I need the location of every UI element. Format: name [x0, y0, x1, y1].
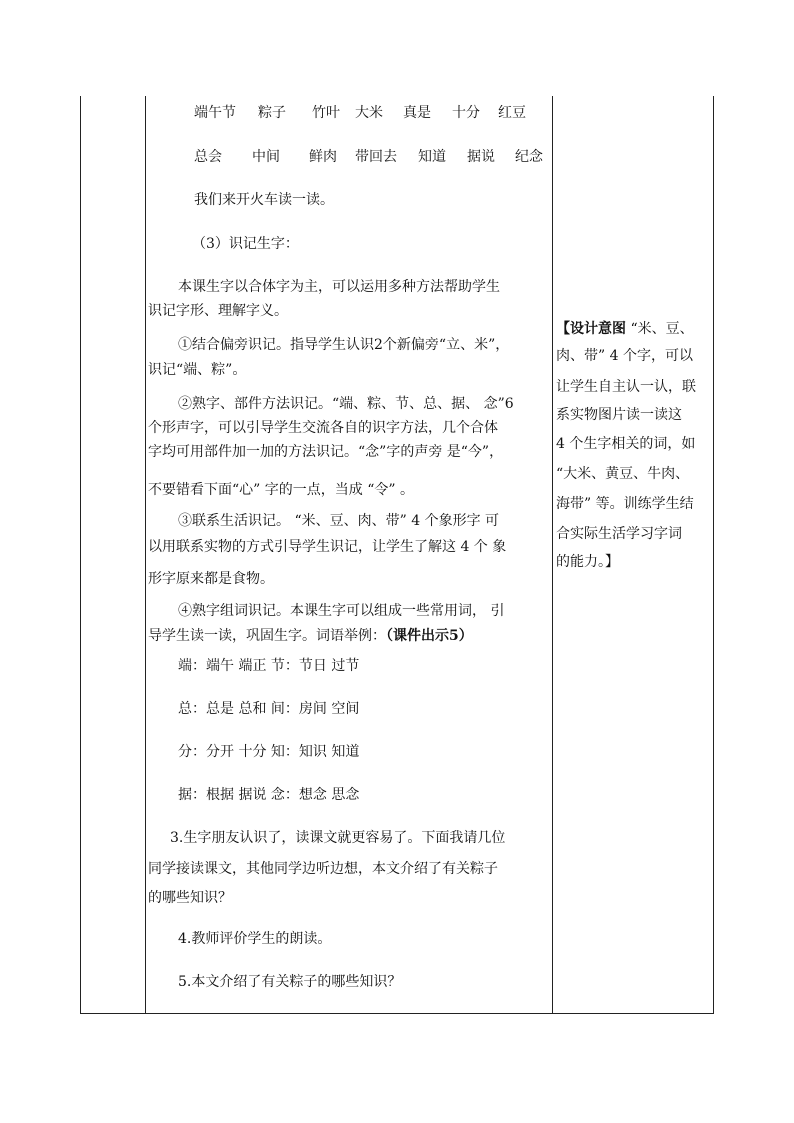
design-intent-line: 4 个生字相关的词，如: [556, 436, 696, 452]
step4-text: 4.教师评价学生的朗读。: [178, 931, 332, 947]
courseware-label: （课件出示5）: [386, 628, 473, 644]
design-intent-line: 海带” 等。训练学生结: [556, 496, 694, 512]
vocab-word: 粽子: [258, 105, 286, 121]
step5-text: 5.本文介绍了有关粽子的哪些知识？: [178, 974, 402, 990]
vocab-word: 红豆: [498, 105, 526, 121]
table-border-col1: [145, 96, 146, 1014]
vocab-word: 带回去: [355, 149, 397, 165]
intro-line: 本课生字以合体字为主，可以运用多种方法帮助学生: [178, 279, 500, 295]
vocab-word: 十分: [452, 105, 480, 121]
step3-main-line: 3.生字朋友认识了，读课文就更容易了。下面我请几位: [170, 830, 506, 846]
step3-main-line: 同学接读课文，其他同学边听边想，本文介绍了有关粽子: [148, 861, 498, 877]
method2-line: 字均可用部件加一加的方法识记。“念”字的声旁 是“今”，: [148, 444, 504, 460]
design-intent-line-1: [556, 320, 714, 338]
vocab-word: 据说: [467, 149, 495, 165]
method4-line-2: [148, 627, 473, 645]
method1-line: 识记“端、粽”。: [148, 362, 247, 378]
intro-line: 识记字形、理解字义。: [148, 303, 288, 319]
vocab-word: 真是: [403, 105, 431, 121]
method4-line: ④熟字组词识记。本课生字可以组成一些常用词， 引: [178, 603, 505, 619]
method2-line: 不要错看下面“心” 字的一点，当成 “令” 。: [148, 482, 414, 498]
design-intent-line: 系实物图片读一读这: [556, 407, 682, 423]
vocab-word: 大米: [355, 105, 383, 121]
vocab-word: 总会: [194, 149, 222, 165]
vocab-word: 竹叶: [312, 105, 340, 121]
table-border-left: [80, 96, 81, 1014]
table-border-col2: [552, 96, 553, 1014]
design-intent-line: 肉、带” 4 个字，可以: [556, 348, 693, 364]
method3-line: 形字原来都是食物。: [148, 571, 274, 587]
example-line: 分：分开 十分 知：知识 知道: [178, 744, 360, 760]
step3-main-line: 的哪些知识？: [148, 890, 232, 906]
design-intent-line: “大米、黄豆、牛肉、: [556, 466, 690, 482]
step3-heading: （3）识记生字：: [192, 236, 299, 252]
example-line: 总：总是 总和 间：房间 空间: [178, 701, 360, 717]
vocab-word: 知道: [418, 149, 446, 165]
design-intent-label: 【设计意图: [556, 321, 626, 337]
design-intent-line: 让学生自主认一认，联: [556, 379, 696, 395]
method3-line: 以用联系实物的方式引导学生识记，让学生了解这 4 个 象: [148, 539, 507, 555]
vocab-word: 中间: [252, 149, 280, 165]
method4-text: 导学生读一读，巩固生字。词语举例：: [148, 628, 386, 644]
table-border-bottom: [80, 1013, 714, 1014]
method2-line: 个形声字，可以引导学生交流各自的识字方法，几个合体: [148, 420, 498, 436]
vocab-word: 端午节: [194, 105, 236, 121]
read-train-text: 我们来开火车读一读。: [194, 192, 334, 208]
method1-line: ①结合偏旁识记。指导学生认识2个新偏旁“立、米”，: [178, 337, 510, 353]
example-line: 据：根据 据说 念：想念 思念: [178, 787, 360, 803]
design-intent-line: 合实际生活学习字词: [556, 526, 682, 542]
design-intent-line: 的能力。】: [556, 554, 619, 570]
vocab-word: 鲜肉: [309, 149, 337, 165]
example-line: 端：端午 端正 节：节日 过节: [178, 658, 360, 674]
vocab-word: 纪念: [515, 149, 543, 165]
design-intent-text: “米、豆、: [626, 321, 694, 337]
method2-line: ②熟字、部件方法识记。“端、粽、节、总、据、 念”6: [178, 396, 514, 412]
method3-line: ③联系生活识记。 “米、豆、肉、带” 4 个象形字 可: [178, 513, 500, 529]
